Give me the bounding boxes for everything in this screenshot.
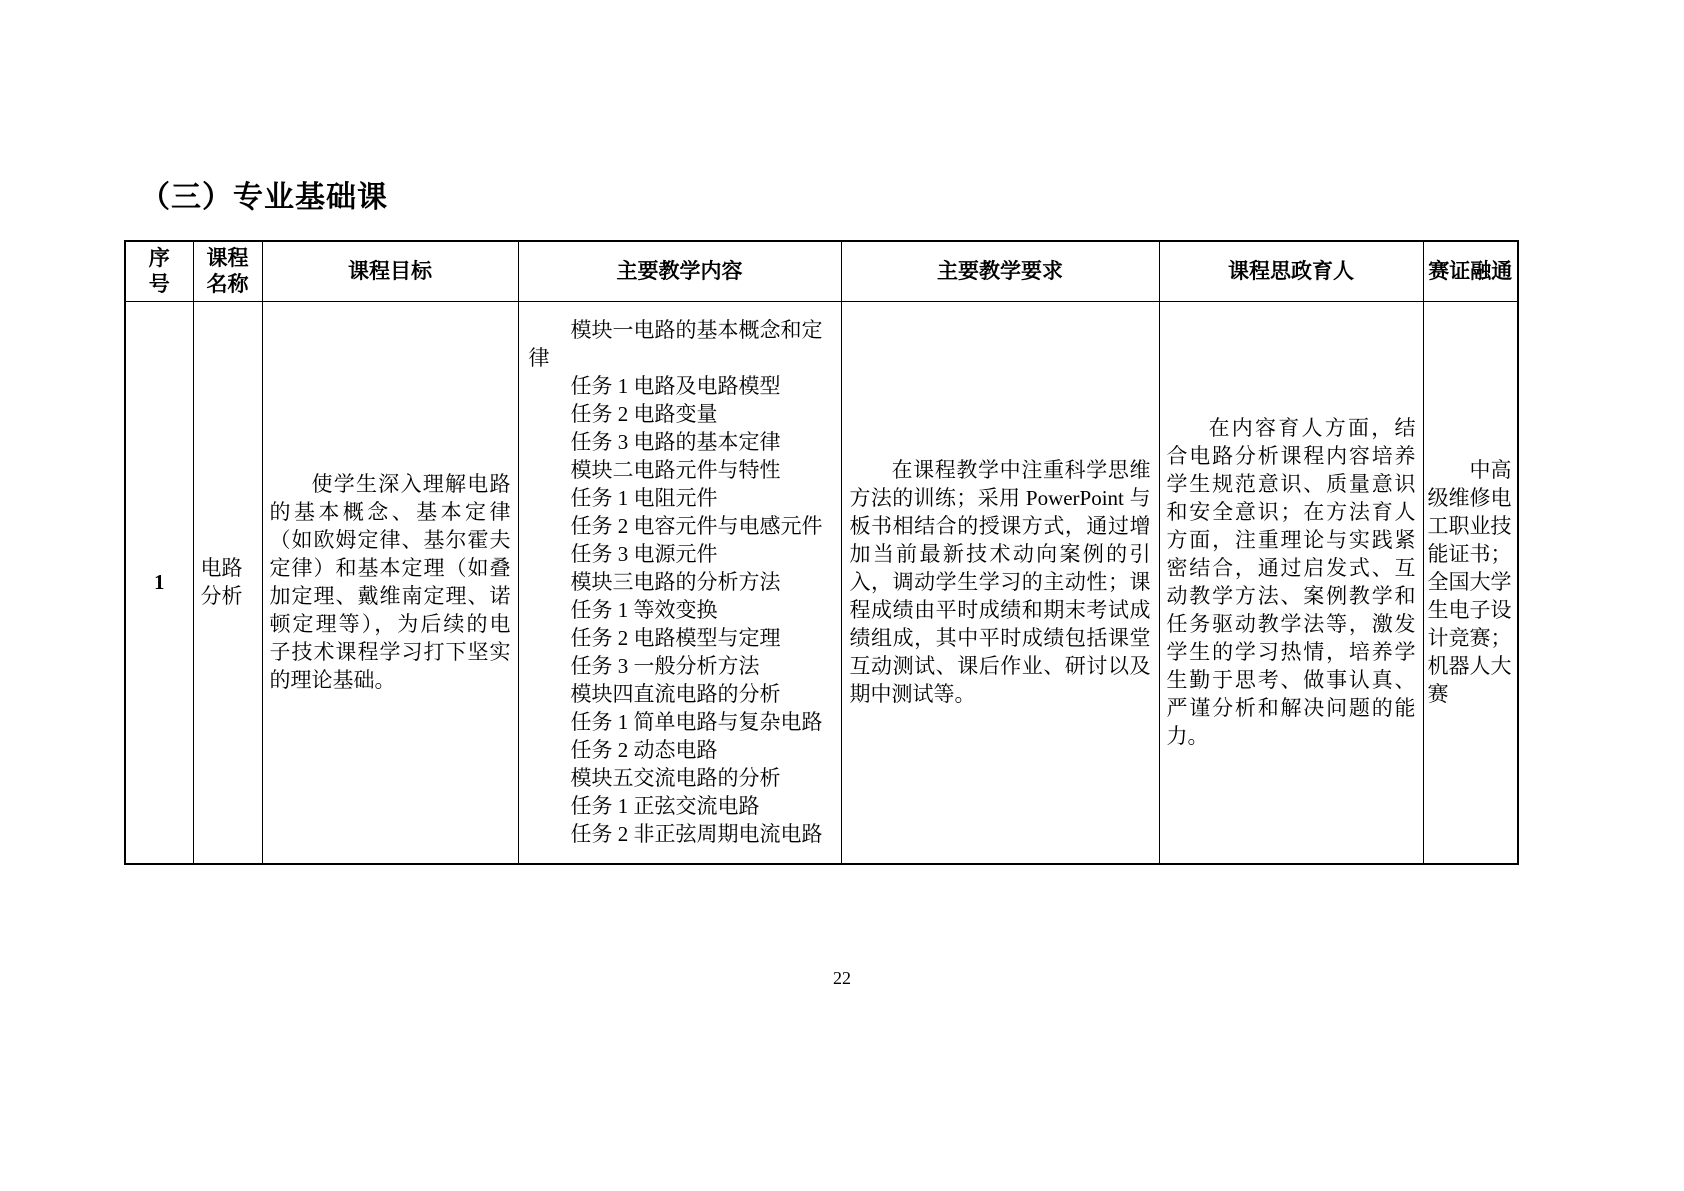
content-line: 任务 3 一般分析方法	[570, 654, 760, 679]
content-line: 任务 2 动态电路	[570, 738, 718, 763]
content-line: 模块四直流电路的分析	[570, 682, 781, 707]
course-name-text: 电路分析	[200, 556, 243, 609]
content-line: 任务 1 正弦交流电路	[570, 794, 760, 819]
cell-course-objectives	[262, 301, 518, 864]
content-line: 模块五交流电路的分析	[570, 766, 781, 791]
ideology-education-text: 在内容育人方面，结合电路分析课程内容培养学生规范意识、质量意识和安全意识；在方法育人方面，注重理论与实践紧密结合，通过启发式、互动教学方法、案例教学和任务驱动教学法等，激发学生的学习热情，培养学生勤于思考、做事认真、严谨分析和解决问题的能力。	[1166, 416, 1416, 749]
content-line: 任务 1 电路及电路模型	[570, 374, 781, 399]
content-line: 任务 2 非正弦周期电流电路	[570, 822, 823, 847]
content-line: 任务 1 电阻元件	[570, 486, 718, 511]
cell-index: 1	[125, 301, 193, 864]
content-line: 模块一电路的基本概念和定律	[528, 318, 823, 371]
content-line: 任务 3 电源元件	[570, 542, 718, 567]
content-line: 任务 1 等效变换	[570, 598, 718, 623]
header-index: 序号	[125, 241, 193, 301]
header-course-name: 课程名称	[193, 241, 262, 301]
course-objectives-text: 使学生深入理解电路的基本概念、基本定律（如欧姆定律、基尔霍夫定律）和基本定理（如叠加定理、戴维南定理、诺顿定理等），为后续的电子技术课程学习打下坚实的理论基础。	[269, 472, 511, 693]
certification-text: 中高级维修电工职业技能证书；全国大学生电子设计竞赛；机器人大赛	[1427, 458, 1512, 707]
content-line: 任务 3 电路的基本定律	[570, 430, 781, 455]
content-line: 任务 2 电路变量	[570, 402, 718, 427]
cell-certification	[1423, 301, 1518, 864]
content-line: 任务 2 电路模型与定理	[570, 626, 781, 651]
header-teaching-requirements: 主要教学要求	[841, 241, 1159, 301]
content-line: 任务 2 电容元件与电感元件	[570, 514, 823, 539]
teaching-requirements-text: 在课程教学中注重科学思维方法的训练；采用 PowerPoint 与板书相结合的授课方式，通过增加当前最新技术动向案例的引入，调动学生学习的主动性；课程成绩由平时成绩和期末考试成绩组成，其中平时成绩包括课堂互动测试、课后作业、研讨以及期中测试等。	[849, 458, 1151, 707]
table-row	[125, 301, 1518, 864]
header-ideology-education: 课程思政育人	[1159, 241, 1423, 301]
cell-course-name	[193, 301, 262, 864]
page-number: 22	[833, 968, 851, 988]
cell-teaching-requirements	[841, 301, 1159, 864]
cell-ideology-education	[1159, 301, 1423, 864]
content-line: 任务 1 简单电路与复杂电路	[570, 710, 823, 735]
header-teaching-content: 主要教学内容	[518, 241, 841, 301]
cell-teaching-content	[518, 301, 841, 864]
section-title: （三）专业基础课	[140, 181, 388, 214]
header-course-objectives: 课程目标	[262, 241, 518, 301]
content-line: 模块二电路元件与特性	[570, 458, 781, 483]
table-header-row	[125, 241, 1518, 301]
content-line: 模块三电路的分析方法	[570, 570, 781, 595]
course-table	[124, 240, 1519, 865]
header-certification: 赛证融通	[1423, 241, 1518, 301]
